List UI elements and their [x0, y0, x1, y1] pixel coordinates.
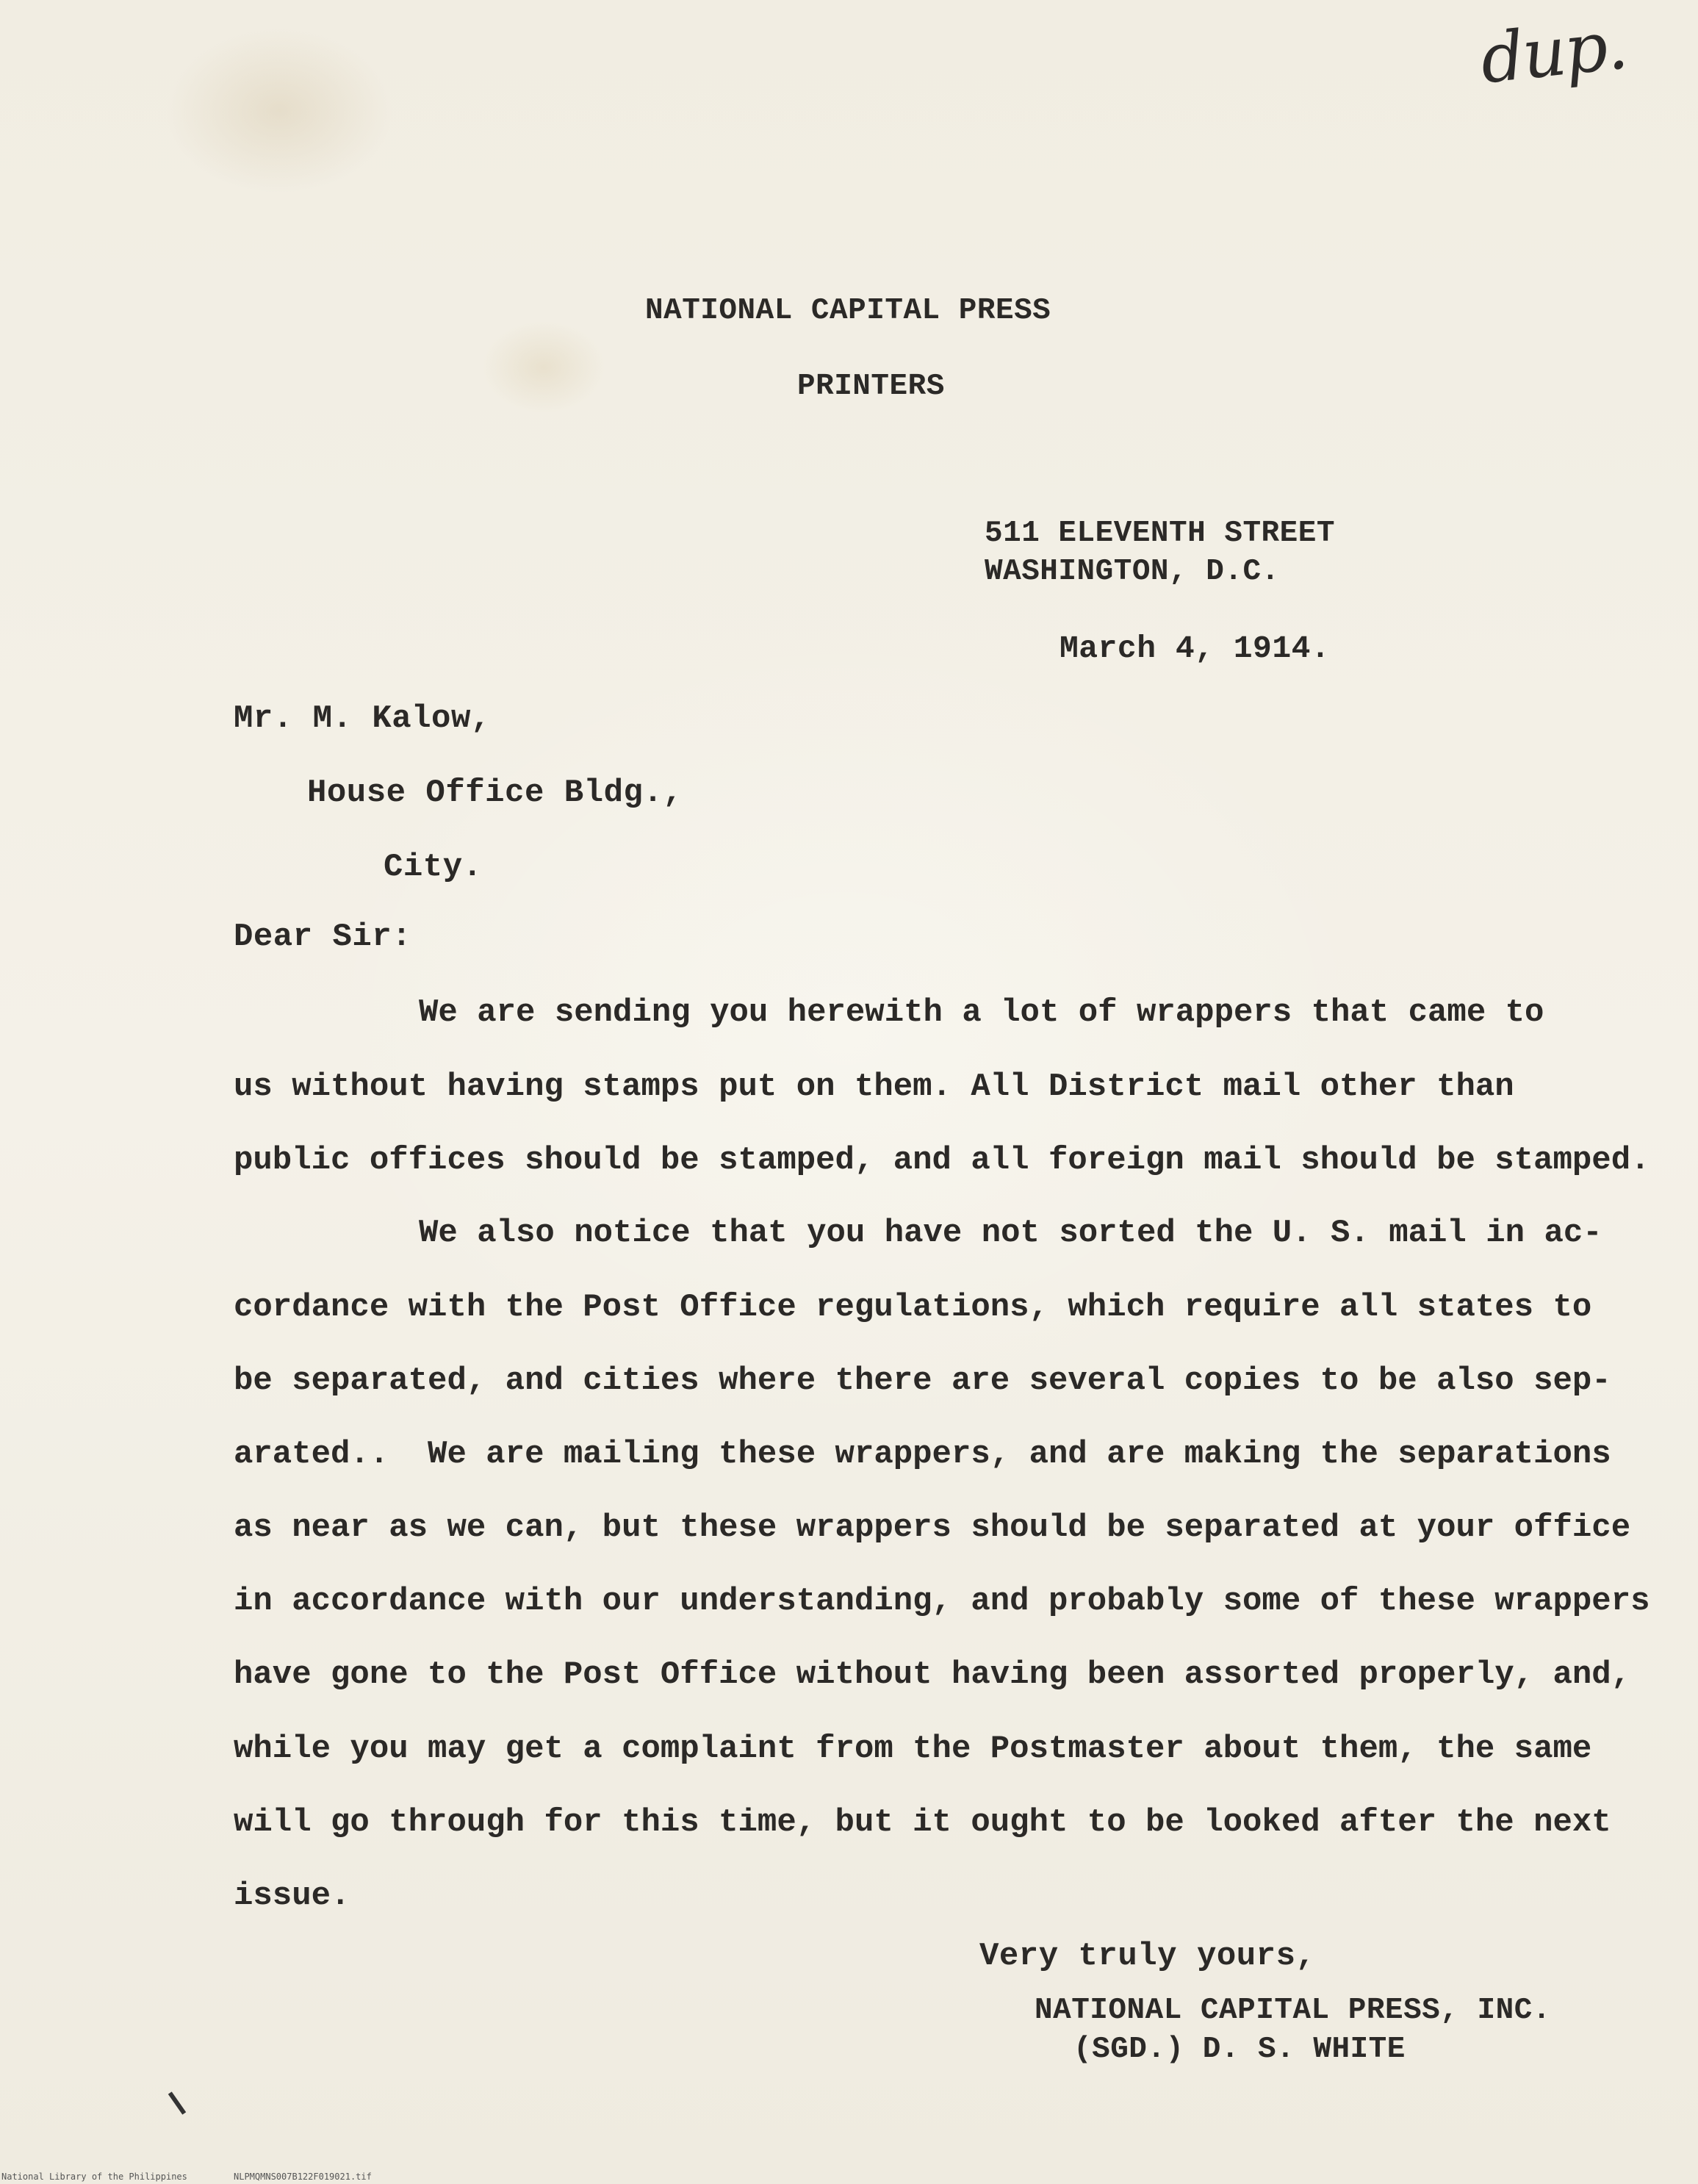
body-line: while you may get a complaint from the Postmaster about them, the same [234, 1731, 1592, 1767]
letter-date: March 4, 1914. [1060, 631, 1331, 667]
recipient-name: Mr. M. Kalow, [234, 700, 491, 737]
body-line: be separated, and cities where there are several copies to be also sep- [234, 1362, 1611, 1399]
body-line: arated.. We are mailing these wrappers, and are making the separations [234, 1436, 1611, 1473]
salutation: Dear Sir: [234, 919, 412, 955]
body-line: us without having stamps put on them. All District mail other than [234, 1068, 1514, 1105]
handwritten-annotation: dup. [1477, 5, 1630, 99]
body-line: in accordance with our understanding, and probably some of these wrappers [234, 1583, 1650, 1620]
signature-signed: (SGD.) D. S. WHITE [1073, 2033, 1406, 2066]
body-line: issue. [234, 1878, 350, 1914]
letterhead-subtitle: PRINTERS [797, 370, 945, 403]
body-line: have gone to the Post Office without having been assorted properly, and, [234, 1656, 1631, 1693]
address-street: 511 ELEVENTH STREET [985, 517, 1335, 550]
footer-filename: NLPMQMNS007B122F019021.tif [234, 2172, 372, 2182]
body-line: will go through for this time, but it ought to be looked after the next [234, 1804, 1611, 1841]
signature-company: NATIONAL CAPITAL PRESS, INC. [1035, 1994, 1551, 2027]
closing: Very truly yours, [979, 1938, 1316, 1975]
recipient-building: House Office Bldg., [307, 775, 683, 811]
body-line: as near as we can, but these wrappers should be separated at your office [234, 1509, 1631, 1546]
body-line: cordance with the Post Office regulations, which require all states to [234, 1289, 1592, 1326]
footer-library: National Library of the Philippines [1, 2172, 187, 2182]
body-line: public offices should be stamped, and all foreign mail should be stamped. [234, 1142, 1650, 1179]
address-city: WASHINGTON, D.C. [985, 555, 1280, 589]
body-line: We are sending you herewith a lot of wrappers that came to [419, 994, 1544, 1031]
ink-mark [168, 2091, 186, 2114]
body-line: We also notice that you have not sorted the U. S. mail in ac- [419, 1215, 1602, 1251]
recipient-city: City. [384, 849, 483, 886]
letterhead-company: NATIONAL CAPITAL PRESS [645, 294, 1051, 328]
